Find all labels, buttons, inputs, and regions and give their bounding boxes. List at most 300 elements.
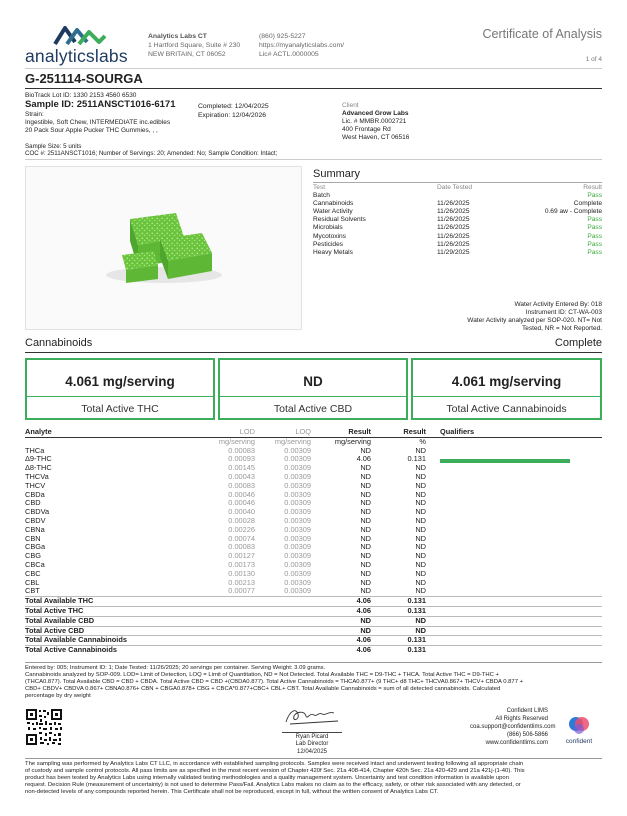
analyte-name: CBD [25,498,41,508]
total-qualifier [426,646,602,655]
total-loq [255,646,311,655]
total-result-pct: 0.131 [407,596,426,606]
total-qualifier [426,616,602,626]
confident-url[interactable]: www.confidentlims.com [485,740,548,746]
notes-line-1: Entered by: 005; Instrument ID: 1; Date Tested: 11/26/2025; 20 servings per container. Serving Weight: 3.09 grams. [25,665,326,671]
total-result-pct: ND [415,615,426,625]
analyte-result-mg: ND [360,463,371,473]
analyte-lod: 0.00093 [228,454,255,464]
confident-email[interactable]: coa.support@confidentlims.com [470,724,556,730]
lab-phone: (860) 925-5227 [259,33,306,40]
summary-col-result: Result [583,184,602,191]
summary-row [313,224,602,232]
coc-line: COC #: 2511ANSCT1016; Number of Servings: 20; Amended: No; Sample Condition: Intact; [25,150,278,157]
total-qualifier [426,626,602,636]
total-name: Total Active THC [25,605,84,615]
signer-role: Lab Director [295,741,329,748]
analyte-lod: 0.00046 [228,498,255,508]
lab-name: Analytics Labs CT [148,33,207,40]
summary-result: Complete [573,200,602,208]
product-name: 20 Pack Sour Apple Pucker THC Gummies, , , [25,127,158,134]
analyte-lod: 0.00173 [228,559,255,569]
summary-result: Pass [587,240,602,248]
analyte-result-pct: ND [415,463,426,473]
analyte-qualifier [426,464,602,473]
client-label: Client [342,102,359,109]
cannabinoids-title: Cannabinoids [25,337,93,349]
expiration-date: Expiration: 12/04/2026 [198,112,267,119]
analyte-result-mg: ND [360,577,371,587]
total-loq [255,616,311,626]
analyte-name: CBL [25,577,40,587]
units-row [25,437,602,446]
analyte-result-pct: ND [415,551,426,561]
analyte-lod: 0.00077 [228,586,255,596]
qr-code[interactable] [25,708,63,746]
analyte-row [25,499,602,508]
logo-mark-icon [53,24,107,46]
summary-row [313,233,602,241]
analyte-lod: 0.00083 [228,480,255,490]
analyte-result-mg: ND [360,586,371,596]
client-license: Lic. # MMBR.0002721 [342,118,407,125]
analyte-name: THCV [25,480,46,490]
summary-result: 0.69 aw - Complete [544,208,602,216]
summary-test: Microbials [313,224,343,232]
wa-instrument: Instrument ID: CT-WA-003 [525,309,602,316]
sample-divider [25,159,602,160]
analyte-loq: 0.00309 [284,586,311,596]
completed-date: Completed: 12/04/2025 [198,103,269,110]
cannabinoids-status: Complete [554,337,602,349]
signature-block [282,706,342,756]
card-value: ND [303,374,323,389]
total-loq [255,626,311,636]
lab-license: Lic# ACTL.0000005 [259,51,319,58]
analyte-lod: 0.00083 [228,542,255,552]
summary-row [313,208,602,216]
lab-address-2: NEW BRITAIN, CT 06052 [148,51,226,58]
analyte-lod: 0.00043 [228,471,255,481]
total-row [25,597,602,607]
analyte-row [25,535,602,544]
analyte-lod: 0.00226 [228,524,255,534]
total-result-mg: 4.06 [356,605,371,615]
analyte-qualifier [426,447,602,456]
analyte-loq: 0.00309 [284,445,311,455]
analyte-name: THCVa [25,471,49,481]
analyte-result-pct: 0.131 [407,454,426,464]
client-address-2: West Haven, CT 06516 [342,134,410,141]
analyte-name: Δ9-THC [25,454,52,464]
analyte-qualifier [426,543,602,552]
total-result-pct: 0.131 [407,645,426,655]
notes-line-3: (THCA0.877). Total Available CBD = CBD + CBDA. Total Active CBD = CBD +(CBDA0.877). Total Active Cannabinoids = THCA0.877+ (9 THC+ d8 THC+ THCVA0.867+ THCV+ CBDA 0.877 + [25,679,524,686]
wa-sop: Water Activity analyzed per SOP-020. NT= Not [467,317,602,324]
card-total-active-cbd [218,358,408,420]
summary-header-row [313,184,602,192]
analyte-result-pct: ND [415,586,426,596]
analyte-row [25,464,602,473]
logo-text: analyticslabs [25,46,128,66]
analyte-result-pct: ND [415,524,426,534]
analyte-name: THCa [25,445,45,455]
summary-col-test: Test [313,184,326,191]
total-result-mg: 4.06 [356,596,371,606]
confident-rights: All Rights Reserved [495,716,548,722]
analyte-result-pct: ND [415,577,426,587]
unit-blank [25,437,182,446]
analyte-result-mg: ND [360,524,371,534]
analyte-loq: 0.00309 [284,489,311,499]
disclaimer-line-3: product has been tested by Analytics Labs using internally validated testing methodologies and a quality management system. Uncertainty and test condition information is available upon [25,775,509,782]
analyte-result-mg: ND [360,489,371,499]
analyte-qualifier [426,517,602,526]
summary-result: Pass [587,216,602,224]
analyte-result-mg: ND [360,542,371,552]
confident-logo-icon [568,714,590,736]
analyte-name: CBDVa [25,507,50,517]
summary-result: Pass [587,232,602,240]
total-lod [182,636,255,646]
analyte-result-pct: ND [415,507,426,517]
analyte-lod: 0.00083 [228,445,255,455]
summary-col-date: Date Tested [437,184,473,191]
header-divider [25,68,602,69]
product-image [25,166,302,330]
summary-date: 11/26/2025 [437,240,470,248]
wa-entered-by: Water Activity Entered By: 018 [514,301,602,308]
page-number: 1 of 4 [585,56,602,63]
card-caption: Total Active Cannabinoids [446,403,567,415]
analyte-lod: 0.00046 [228,489,255,499]
notes-line-4: CBD+ CBDV+ CBDVA 0.867+ CBNA0.876+ CBN + CBGA0.878+ CBG + CBCA*0.877+CBC+ CBL+ CBT. Total Available Cannabinoids = sum of all detected cannabinoids. Calculated [25,686,501,693]
analyte-loq: 0.00309 [284,507,311,517]
analyte-row [25,552,602,561]
analyte-lod: 0.00040 [228,507,255,517]
unit-qualifiers [426,437,602,446]
sample-size: Sample Size: 5 units [25,143,82,150]
summary-row [313,200,602,208]
analyte-lod: 0.00130 [228,568,255,578]
analyte-result-mg: ND [360,498,371,508]
qualifier-bar [440,459,570,463]
summary-test: Heavy Metals [313,248,353,256]
total-qualifier [426,636,602,646]
summary-row [313,216,602,224]
analyte-name: CBT [25,586,40,596]
analyte-loq: 0.00309 [284,542,311,552]
analyte-loq: 0.00309 [284,498,311,508]
sample-id: Sample ID: 2511ANSCT1016-6171 [25,99,176,110]
analyte-qualifier [426,526,602,535]
analyte-loq: 0.00309 [284,577,311,587]
lab-url[interactable]: https://myanalyticslabs.com/ [259,42,344,49]
total-lod [182,597,255,607]
analyte-result-mg: ND [360,480,371,490]
analyte-row [25,491,602,500]
analyte-name: CBDa [25,489,45,499]
analyte-name: CBC [25,568,41,578]
analyte-row [25,482,602,491]
unit-result-mg: mg/serving [334,436,371,446]
client-block [342,102,409,142]
total-row [25,616,602,626]
signer-date: 12/04/2025 [296,748,328,755]
analyte-table [25,428,602,655]
client-address-1: 400 Frontage Rd [342,126,391,133]
total-lod [182,646,255,655]
total-qualifier [426,606,602,616]
analyte-lod: 0.00028 [228,515,255,525]
signer-name: Ryan Picard [295,734,329,741]
total-loq [255,636,311,646]
total-name: Total Available THC [25,596,94,606]
analyte-result-mg: ND [360,471,371,481]
analyte-row [25,561,602,570]
cannabinoids-rule [25,352,602,353]
analyte-lod: 0.00074 [228,533,255,543]
card-divider [220,396,406,397]
analyte-row [25,473,602,482]
analyte-loq: 0.00309 [284,559,311,569]
analyte-qualifier [426,535,602,544]
analyte-result-mg: ND [360,445,371,455]
summary-title: Summary [313,168,361,180]
total-name: Total Available Cannabinoids [25,635,127,645]
total-result-pct: ND [415,625,426,635]
analyte-row [25,526,602,535]
notes-divider [25,662,602,663]
disclaimer-line-2: of custody and sample control protocols. All pass limits are as specified in the most recent version of Chapter 420f Sec. 21a 408-414, Chapter 420h Sec. 21a 420-429 and 21a 421j-(1-40). This [25,768,525,775]
summary-rule [313,182,602,183]
analyte-qualifier [426,587,602,596]
analyte-loq: 0.00309 [284,568,311,578]
summary-result: Pass [587,224,602,232]
analyte-qualifier [426,508,602,517]
total-row [25,606,602,616]
analyte-name: CBGa [25,542,46,552]
analyte-loq: 0.00309 [284,480,311,490]
lab-info [148,32,240,59]
card-value: 4.061 mg/serving [65,374,175,389]
analyte-lod: 0.00213 [228,577,255,587]
lab-logo [25,24,135,66]
analyte-row [25,570,602,579]
analyte-lod: 0.00127 [228,551,255,561]
summary-test: Residual Solvents [313,216,366,224]
analyte-row [25,447,602,456]
analyte-row [25,517,602,526]
analyte-result-mg: ND [360,551,371,561]
water-activity-note [467,301,602,333]
summary-date: 11/29/2025 [437,248,470,256]
qr-code-icon [25,708,63,746]
analyte-loq: 0.00309 [284,524,311,534]
summary-date: 11/26/2025 [437,232,470,240]
biotrack-id: BioTrack Lot ID: 1330 2153 4560 6530 [25,92,137,99]
unit-result-pct: % [419,436,426,446]
analyte-qualifier [426,473,602,482]
analyte-loq: 0.00309 [284,454,311,464]
analyte-row [25,587,602,596]
total-name: Total Active Cannabinoids [25,645,117,655]
analyte-row [25,543,602,552]
analyte-result-mg: ND [360,533,371,543]
analyte-name: CBCa [25,559,45,569]
lab-address-1: 1 Hartford Square, Suite # 230 [148,42,241,49]
analyte-name: CBNa [25,524,45,534]
summary-row [313,241,602,249]
analyte-qualifier [426,552,602,561]
client-name: Advanced Grow Labs [342,110,409,117]
analyte-qualifier [426,570,602,579]
summary-result: Pass [587,248,602,256]
total-result-pct: 0.131 [407,605,426,615]
disclaimer [25,761,602,796]
col-loq: LOQ [295,427,311,436]
total-result-mg: ND [360,625,371,635]
signature-icon [282,706,342,728]
analyte-lod: 0.00145 [228,463,255,473]
analyte-qualifier [426,455,602,464]
col-result-mg: Result [348,427,371,436]
title-rule [25,88,602,89]
analyte-result-pct: ND [415,489,426,499]
notes-line-5: percentage by dry weight [25,693,91,700]
lab-contact [259,32,344,59]
analyte-result-mg: 4.06 [356,454,371,464]
analyte-loq: 0.00309 [284,533,311,543]
analyte-row [25,508,602,517]
card-total-active-thc [25,358,215,420]
total-result-pct: 0.131 [407,635,426,645]
summary-table [313,184,602,257]
summary-test: Mycotoxins [313,232,346,240]
analyte-qualifier [426,491,602,500]
analyte-row [25,579,602,588]
analyte-result-pct: ND [415,471,426,481]
card-total-active-cannabinoids [411,358,602,420]
analyte-result-pct: ND [415,445,426,455]
disclaimer-line-1: The sampling was performed by Analytics Labs CT LLC, in accordance with established sampling protocols. Samples were received intact and underwent testing following all appropriate chain [25,761,524,767]
analyte-result-pct: ND [415,559,426,569]
analyte-name: CBDV [25,515,46,525]
confident-logo [556,714,602,746]
summary-test: Batch [313,192,330,200]
summary-date: 11/26/2025 [437,208,470,216]
col-qualifiers: Qualifiers [440,427,475,436]
analyte-name: CBG [25,551,42,561]
strain: Strain: [25,111,44,118]
summary-row [313,192,602,200]
col-result-pct: Result [403,427,426,436]
disclaimer-line-4: request. Decision Rule (measurement of uncertainty) is not used to determine Pass/Fail. Analytics Labs makes no claim as to the efficacy, safety, or other risk associated with any detected, or [25,782,521,789]
matrix: Ingestible, Soft Chew, INTERMEDIATE inc.edibles [25,119,171,126]
analyte-result-mg: ND [360,559,371,569]
total-lod [182,626,255,636]
total-result-mg: ND [360,615,371,625]
analyte-name: Δ8-THC [25,463,52,473]
total-lod [182,616,255,626]
analyte-result-mg: ND [360,507,371,517]
analyte-row [25,455,602,464]
analyte-qualifier [426,579,602,588]
analyte-result-mg: ND [360,515,371,525]
method-notes [25,665,602,700]
summary-test: Cannabinoids [313,200,354,208]
summary-test: Pesticides [313,240,344,248]
sample-details [25,111,170,135]
card-value: 4.061 mg/serving [451,374,562,389]
notes-line-2: Cannabinoids analyzed by SOP-009. LOD= Limit of Detection, LOQ = Limit of Quantitation, ND = Not Detected. Total Available THC = D9-THC + THCA. Total Active THC = D9-THC + [25,672,499,679]
gummies-icon [26,167,303,331]
total-name: Total Available CBD [25,615,95,625]
analyte-loq: 0.00309 [284,463,311,473]
summary-result: Pass [587,192,602,200]
summary-date: 11/26/2025 [437,200,470,208]
total-loq [255,597,311,607]
col-analyte: Analyte [25,427,52,436]
analyte-loq: 0.00309 [284,471,311,481]
analyte-qualifier [426,561,602,570]
analyte-result-pct: ND [415,515,426,525]
analyte-result-mg: ND [360,568,371,578]
col-lod: LOD [239,427,255,436]
unit-loq: mg/serving [274,436,311,446]
disclaimer-line-5: non-detected levels of any compounds reported herein. This Certificate shall not be reproduced, except in full, without the written consent of Analytics Labs CT. [25,789,439,796]
doc-title: Certificate of Analysis [482,27,602,41]
analyte-qualifier [426,499,602,508]
analyte-result-pct: ND [415,542,426,552]
card-divider [27,396,213,397]
card-caption: Total Active CBD [273,403,353,415]
card-caption: Total Active THC [81,403,159,415]
total-result-mg: 4.06 [356,635,371,645]
sample-title: G-251114-SOURGA [25,71,143,86]
analyte-result-pct: ND [415,533,426,543]
confident-logo-text: confident [565,738,593,746]
confident-name: Confident LIMS [506,708,548,714]
total-lod [182,606,255,616]
summary-date [437,192,517,200]
analyte-header-row [25,428,602,437]
card-divider [413,396,600,397]
analyte-name: CBN [25,533,41,543]
footer-divider [25,758,602,759]
dates [198,102,269,120]
analyte-loq: 0.00309 [284,551,311,561]
analyte-result-pct: ND [415,498,426,508]
analyte-loq: 0.00309 [284,515,311,525]
total-loq [255,606,311,616]
analyte-result-pct: ND [415,568,426,578]
unit-lod: mg/serving [218,436,255,446]
total-row [25,646,602,655]
total-qualifier [426,597,602,607]
summary-test: Water Activity [313,208,353,216]
summary-row [313,249,602,257]
analyte-qualifier [426,482,602,491]
analyte-result-pct: ND [415,480,426,490]
confident-contact [470,707,556,747]
summary-date: 11/26/2025 [437,216,470,224]
summary-date: 11/26/2025 [437,224,470,232]
total-name: Total Active CBD [25,625,85,635]
total-result-mg: 4.06 [356,645,371,655]
signature-line [282,732,342,733]
confident-phone: (866) 506-5866 [506,732,548,738]
